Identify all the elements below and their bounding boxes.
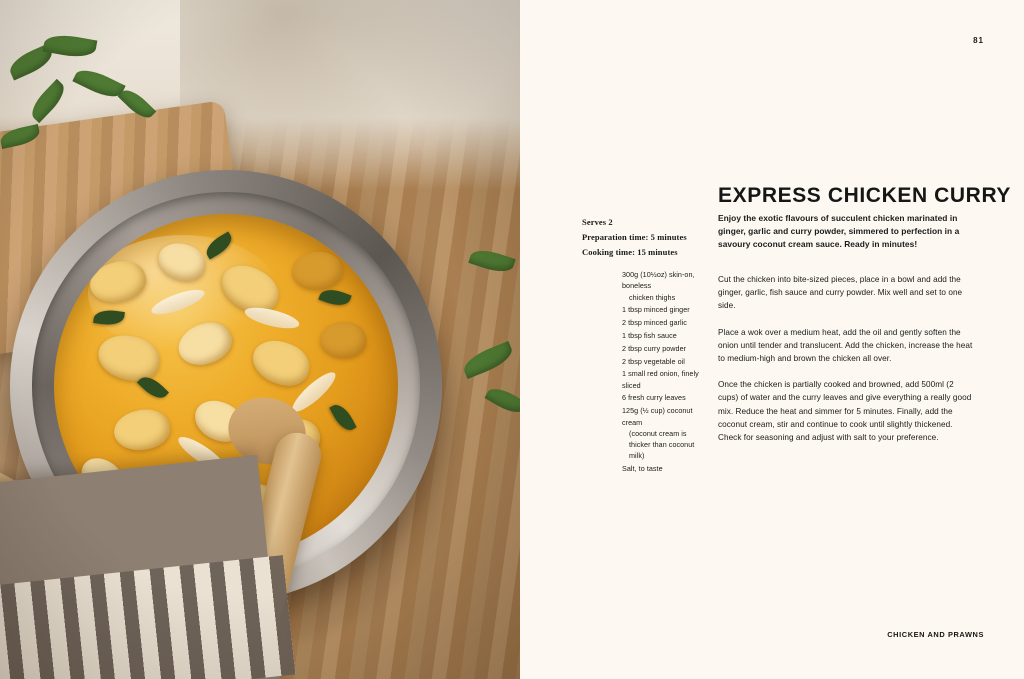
chicken-piece <box>289 248 345 294</box>
ingredients-list <box>582 269 702 475</box>
ingredient-text: 125g (½ cup) coconut cream <box>622 406 693 427</box>
chicken-piece <box>110 404 174 456</box>
recipe-step: Cut the chicken into bite-sized pieces, place in a bowl and add the ginger, garlic, fish sauce and curry powder. Mix well and set to one side. <box>718 275 963 311</box>
recipe-step: Once the chicken is partially cooked and browned, add 500ml (2 cups) of water and the curry leaves and give everything a really good mix. Reduce the heat and simmer for 5 minutes. Finally, add the coconut cream, stir and continue to cook until slightly thickened. Check for seasoning and adjust with salt to your preference. <box>718 380 972 443</box>
ingredient-text: 1 tbsp fish sauce <box>622 330 677 340</box>
ingredient-text: 2 tbsp curry powder <box>622 343 687 353</box>
curry-leaf <box>137 372 169 404</box>
serves-line: Serves 2 <box>582 217 613 227</box>
recipe-step: Place a wok over a medium heat, add the oil and gently soften the onion until tender and translucent. Add the chicken, increase the heat to medium-high and brown the chicken all over. <box>718 327 973 364</box>
backdrop-shadow <box>180 0 520 180</box>
ingredient-text: 1 tbsp minced ginger <box>622 305 690 315</box>
list-item <box>622 392 702 403</box>
chicken-piece <box>247 335 314 391</box>
ingredient-text: 300g (10½oz) skin-on, boneless <box>622 270 695 291</box>
list-item <box>622 304 702 315</box>
ingredient-text: 6 fresh curry leaves <box>622 393 686 403</box>
ingredient-continuation: chicken thighs <box>629 292 676 302</box>
list-item <box>622 463 702 474</box>
chapter-footer: CHICKEN AND PRAWNS <box>887 630 984 639</box>
recipe-body-column <box>718 212 976 457</box>
recipe-intro: Enjoy the exotic flavours of succulent chicken marinated in ginger, garlic and curry powder, simmered to perfection in a savoury coconut cream sauce. Ready in minutes! <box>718 213 960 249</box>
prep-time-line: Preparation time: 5 minutes <box>582 232 687 242</box>
list-item <box>622 269 702 303</box>
list-item <box>622 330 702 341</box>
recipe-meta-column <box>582 215 702 482</box>
list-item <box>622 356 702 367</box>
list-item <box>622 317 702 328</box>
ingredient-text: 2 tbsp vegetable oil <box>622 356 685 366</box>
list-item <box>622 343 702 354</box>
page-title: EXPRESS CHICKEN CURRY <box>718 184 1012 208</box>
cook-time-line: Cooking time: 15 minutes <box>582 247 678 257</box>
curry-leaf <box>329 401 356 435</box>
recipe-text-page <box>520 0 1024 679</box>
ingredient-text: 2 tbsp minced garlic <box>622 318 687 328</box>
page-number: 81 <box>973 36 984 45</box>
ingredient-text: Salt, to taste <box>622 464 663 474</box>
list-item <box>622 368 702 391</box>
list-item <box>622 405 702 461</box>
chicken-piece <box>318 320 368 361</box>
ingredient-text: 1 small red onion, finely sliced <box>622 369 699 390</box>
ingredient-continuation: (coconut cream is thicker than coconut milk) <box>629 428 695 461</box>
